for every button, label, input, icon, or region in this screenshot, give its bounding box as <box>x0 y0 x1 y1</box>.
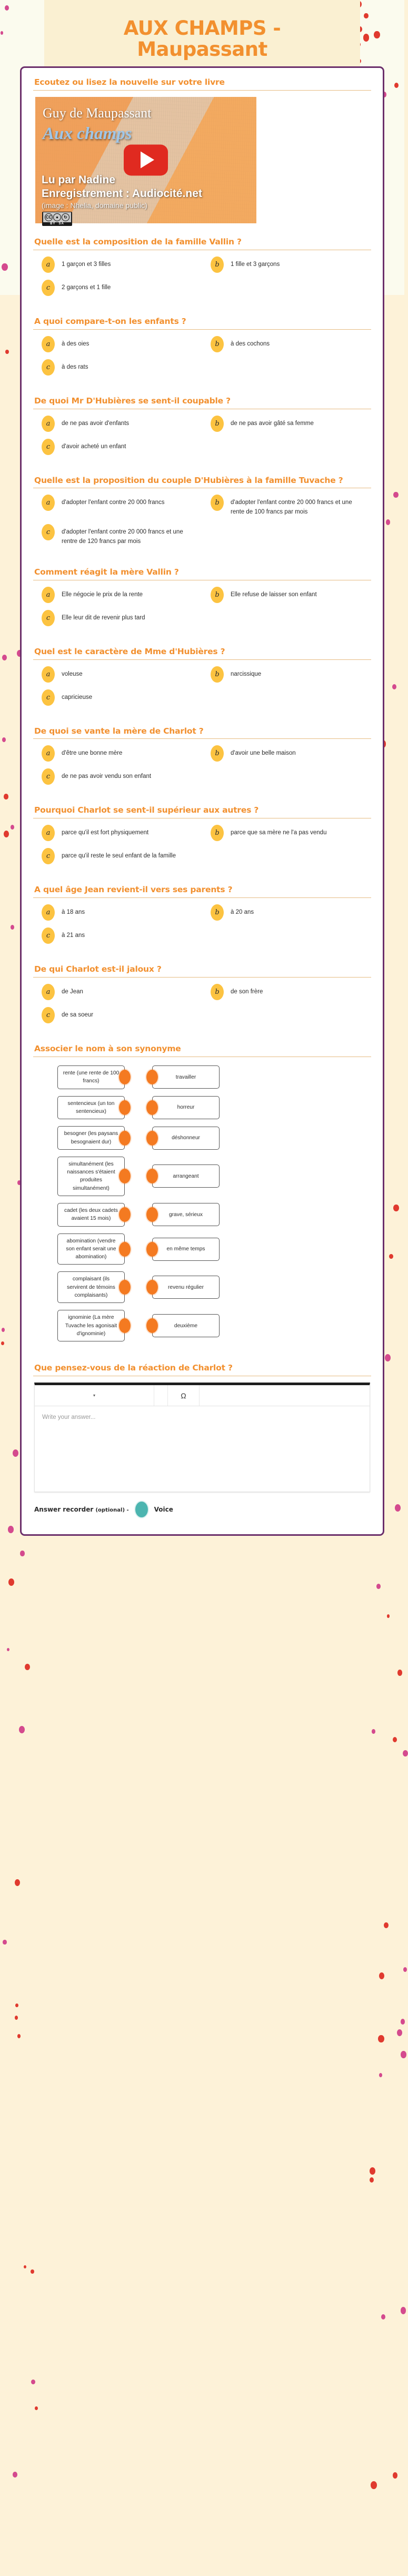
worksheet-card <box>20 66 384 1536</box>
option-list <box>33 745 371 792</box>
media-heading: Ecoutez ou lisez la nouvelle sur votre livre <box>34 77 225 87</box>
option-list <box>33 416 371 462</box>
option-list <box>33 825 371 871</box>
option-c[interactable] <box>33 359 202 376</box>
open-question-title: Que pensez-vous de la réaction de Charlot ? <box>34 1363 233 1373</box>
question-title: A quel âge Jean revient-il vers ses parents ? <box>34 885 233 895</box>
option-label: à 18 ans <box>62 909 85 916</box>
option-c[interactable] <box>33 927 202 944</box>
page-title-line2: Maupassant <box>137 37 267 61</box>
option-label: Elle négocie le prix de la rente <box>62 591 143 598</box>
confetti-dot <box>25 1664 30 1670</box>
option-key-badge: a <box>42 825 55 841</box>
option-a[interactable] <box>33 495 202 517</box>
matching-left-item[interactable] <box>57 1157 125 1196</box>
option-b[interactable] <box>202 904 371 921</box>
matching-connector-knob[interactable] <box>146 1280 158 1295</box>
option-list <box>33 666 371 713</box>
matching-connector-knob[interactable] <box>119 1207 131 1222</box>
special-character-button[interactable]: Ω <box>168 1385 200 1406</box>
matching-left-item[interactable] <box>57 1065 125 1089</box>
questions-list <box>33 237 371 1030</box>
video-thumbnail[interactable] <box>35 97 256 223</box>
answer-recorder-label-text: Answer recorder <box>34 1506 94 1514</box>
matching-right-label: travailler <box>152 1065 220 1089</box>
chevron-down-icon: ▾ <box>93 1393 95 1398</box>
toolbar-spacer <box>154 1385 168 1406</box>
matching-right-item[interactable] <box>152 1065 220 1089</box>
matching-title: Associer le nom à son synonyme <box>34 1044 181 1054</box>
option-label: Elle leur dit de revenir plus tard <box>62 614 145 621</box>
question-title: De quoi se vante la mère de Charlot ? <box>34 726 204 736</box>
option-c[interactable] <box>33 689 202 706</box>
option-key-badge: b <box>211 666 224 683</box>
matching-left-label: complaisant (ils servirent de témoins complaisants) <box>57 1271 125 1303</box>
divider <box>33 977 371 978</box>
option-label: à des rats <box>62 363 88 370</box>
matching-row <box>33 1065 371 1089</box>
option-key-badge: b <box>211 587 224 603</box>
confetti-dot <box>7 1648 9 1651</box>
option-label: à des cochons <box>231 340 270 347</box>
option-a[interactable] <box>33 666 202 683</box>
option-b[interactable] <box>202 416 371 432</box>
option-label: à 20 ans <box>231 909 254 916</box>
confetti-dot <box>401 2019 405 2024</box>
matching-right-label: arrangeant <box>152 1164 220 1188</box>
option-c[interactable] <box>33 848 202 864</box>
matching-right-item[interactable] <box>152 1276 220 1299</box>
matching-left-label: rente (une rente de 100 francs) <box>57 1065 125 1089</box>
matching-row <box>33 1203 371 1227</box>
option-key-badge: c <box>42 689 55 706</box>
confetti-dot <box>31 2380 35 2384</box>
answer-recorder-optional: (optional) - <box>95 1507 129 1514</box>
matching-row <box>33 1310 371 1341</box>
matching-connector-knob[interactable] <box>146 1169 158 1183</box>
editor-toolbar <box>35 1385 370 1406</box>
question-title: Quelle est la composition de la famille Vallin ? <box>34 236 242 246</box>
question-block <box>33 726 371 792</box>
divider <box>33 329 371 330</box>
question-block <box>33 964 371 1030</box>
play-icon[interactable] <box>124 144 168 175</box>
option-key-badge: a <box>42 336 55 352</box>
option-label: de son frère <box>231 989 263 995</box>
matching-rows <box>33 1063 371 1349</box>
matching-right-item[interactable] <box>152 1203 220 1226</box>
divider <box>33 90 371 91</box>
option-label: d'avoir acheté un enfant <box>62 443 126 450</box>
matching-right-item[interactable] <box>152 1096 220 1119</box>
rich-text-editor[interactable] <box>34 1383 370 1492</box>
matching-right-item[interactable] <box>152 1238 220 1261</box>
option-c[interactable] <box>33 1007 202 1023</box>
option-a[interactable] <box>33 416 202 432</box>
question-block <box>33 317 371 382</box>
option-label: 1 fille et 3 garçons <box>231 261 280 268</box>
matching-right-label: déshonneur <box>152 1127 220 1150</box>
option-b[interactable] <box>202 495 371 517</box>
matching-connector-knob[interactable] <box>146 1207 158 1222</box>
option-key-badge: c <box>42 610 55 626</box>
matching-connector-knob[interactable] <box>146 1318 158 1333</box>
option-c[interactable] <box>33 524 202 547</box>
option-label: de sa soeur <box>62 1012 94 1019</box>
matching-connector-knob[interactable] <box>146 1242 158 1257</box>
option-key-badge: a <box>42 904 55 921</box>
confetti-dot <box>372 1729 375 1733</box>
confetti-dot <box>401 2307 406 2314</box>
option-c[interactable] <box>33 610 202 626</box>
cc-by-label: BY <box>50 222 56 225</box>
question-title: Comment réagit la mère Vallin ? <box>34 567 179 577</box>
matching-left-item[interactable] <box>57 1096 125 1120</box>
option-label: de Jean <box>62 989 83 995</box>
option-key-badge: c <box>42 768 55 785</box>
option-key-badge: b <box>211 495 224 511</box>
option-c[interactable] <box>33 768 202 785</box>
question-block <box>33 885 371 951</box>
matching-left-label: besogner (les paysans besognaient dur) <box>57 1126 125 1150</box>
confetti-dot <box>19 1726 25 1733</box>
option-key-badge: b <box>211 745 224 762</box>
option-key-badge: a <box>42 984 55 1000</box>
option-b[interactable] <box>202 666 371 683</box>
option-label: d'adopter l'enfant contre 20 000 francs et une rentre de 120 francs par mois <box>62 529 183 545</box>
creative-commons-badge <box>42 212 72 226</box>
option-a[interactable] <box>33 587 202 603</box>
option-key-badge: b <box>211 984 224 1000</box>
answer-recorder <box>33 1502 371 1517</box>
play-triangle <box>141 152 154 169</box>
option-b[interactable] <box>202 256 371 273</box>
divider <box>33 738 371 739</box>
question-title: De quoi Mr D'Hubières se sent-il coupable ? <box>34 396 231 406</box>
video-story-title: Aux champs <box>43 124 132 143</box>
answer-recorder-label <box>34 1506 129 1513</box>
confetti-dot <box>401 2051 406 2058</box>
question-block <box>33 476 371 554</box>
question-block <box>33 567 371 633</box>
matching-left-item[interactable] <box>57 1203 125 1227</box>
video-recording-source: Enregistrement : Audiocité.net <box>42 187 202 200</box>
video-image-credit: (image : Nhelia, domaine public) <box>42 201 147 210</box>
matching-left-label: simultanément (les naissances s'étaient produites simultanément) <box>57 1157 125 1196</box>
option-key-badge: c <box>42 927 55 944</box>
option-label: parce qu'il est fort physiquement <box>62 830 149 836</box>
confetti-dot <box>403 1967 407 1972</box>
option-list <box>33 587 371 633</box>
matching-right-item[interactable] <box>152 1164 220 1188</box>
confetti-dot <box>370 2177 374 2183</box>
option-list <box>33 336 371 382</box>
confetti-dot <box>31 2269 34 2274</box>
matching-connector-knob[interactable] <box>119 1280 131 1295</box>
option-key-badge: c <box>42 1007 55 1023</box>
option-key-badge: c <box>42 359 55 376</box>
confetti-dot <box>17 2034 21 2038</box>
option-label: capricieuse <box>62 694 93 700</box>
cc-sa-label: SA <box>58 222 64 225</box>
option-key-badge: a <box>42 416 55 432</box>
option-key-badge: c <box>42 524 55 540</box>
option-key-badge: a <box>42 587 55 603</box>
matching-left-item[interactable] <box>57 1126 125 1150</box>
matching-connector-knob[interactable] <box>119 1131 131 1146</box>
option-key-badge: c <box>42 439 55 455</box>
option-label: parce qu'il reste le seul enfant de la famille <box>62 853 176 860</box>
matching-left-item[interactable] <box>57 1233 125 1265</box>
matching-left-label: cadet (les deux cadets avaient 15 mois) <box>57 1203 125 1227</box>
matching-left-label: abomination (vendre son enfant serait une abomination) <box>57 1233 125 1265</box>
option-b[interactable] <box>202 336 371 352</box>
confetti-dot <box>370 2167 375 2175</box>
answer-textarea[interactable]: Write your answer... <box>42 1414 96 1421</box>
option-key-badge: a <box>42 666 55 683</box>
matching-right-label: en même temps <box>152 1238 220 1261</box>
matching-connector-knob[interactable] <box>119 1100 131 1115</box>
matching-row <box>33 1271 371 1303</box>
matching-connector-knob[interactable] <box>119 1070 131 1084</box>
matching-right-label: revenu régulier <box>152 1276 220 1299</box>
option-key-badge: b <box>211 416 224 432</box>
option-label: 1 garçon et 3 filles <box>62 261 111 268</box>
option-key-badge: c <box>42 280 55 296</box>
confetti-dot <box>3 1940 6 1945</box>
confetti-dot <box>371 2481 377 2489</box>
matching-row <box>33 1157 371 1196</box>
option-a[interactable] <box>33 904 202 921</box>
question-title: De qui Charlot est-il jaloux ? <box>34 964 162 974</box>
confetti-dot <box>35 2406 38 2410</box>
matching-connector-knob[interactable] <box>119 1169 131 1183</box>
question-block <box>33 805 371 871</box>
page-title-line1: AUX CHAMPS - <box>123 17 281 40</box>
option-a[interactable] <box>33 825 202 841</box>
matching-block <box>33 1044 371 1349</box>
option-b[interactable] <box>202 745 371 762</box>
option-key-badge: b <box>211 256 224 273</box>
option-key-badge: b <box>211 904 224 921</box>
option-label: 2 garçons et 1 fille <box>62 284 111 291</box>
option-list <box>33 495 371 553</box>
matching-left-item[interactable] <box>57 1310 125 1341</box>
matching-connector-knob[interactable] <box>119 1318 131 1333</box>
answer-recorder-voice-label: Voice <box>154 1506 173 1514</box>
option-a[interactable] <box>33 256 202 273</box>
question-block <box>33 237 371 303</box>
option-a[interactable] <box>33 984 202 1000</box>
divider <box>33 897 371 898</box>
option-label: narcissique <box>231 670 262 677</box>
confetti-dot <box>20 1551 24 1556</box>
question-block <box>33 396 371 462</box>
toolbar-empty-area <box>200 1385 370 1406</box>
matching-right-item[interactable] <box>152 1314 220 1337</box>
option-key-badge: a <box>42 745 55 762</box>
matching-left-label: ignominie (La mère Tuvache les agonisait d'ignominie) <box>57 1310 125 1341</box>
option-label: à 21 ans <box>62 932 85 939</box>
confetti-dot <box>376 1584 381 1589</box>
option-label: voleuse <box>62 670 83 677</box>
matching-connector-knob[interactable] <box>146 1070 158 1084</box>
option-c[interactable] <box>33 439 202 455</box>
option-label: d'avoir une belle maison <box>231 750 296 757</box>
matching-right-label: horreur <box>152 1096 220 1119</box>
option-key-badge: a <box>42 256 55 273</box>
option-a[interactable] <box>33 336 202 352</box>
option-key-badge: b <box>211 825 224 841</box>
confetti-dot <box>384 1922 389 1928</box>
option-key-badge: a <box>42 495 55 511</box>
confetti-dot <box>403 1750 408 1756</box>
microphone-icon[interactable] <box>135 1502 148 1517</box>
option-list <box>33 256 371 303</box>
option-label: d'adopter l'enfant contre 20 000 francs <box>62 499 165 506</box>
question-block <box>33 647 371 713</box>
matching-left-label: sentencieux (un ton sentencieux) <box>57 1096 125 1120</box>
confetti-dot <box>24 2265 26 2268</box>
divider <box>33 659 371 660</box>
option-b[interactable] <box>202 825 371 841</box>
option-label: d'adopter l'enfant contre 20 000 francs et une rente de 100 francs par mois <box>231 499 352 516</box>
matching-row <box>33 1126 371 1150</box>
cc-sa-icon: ↻ <box>62 213 69 221</box>
option-b[interactable] <box>202 587 371 603</box>
matching-left-item[interactable] <box>57 1271 125 1303</box>
option-a[interactable] <box>33 745 202 762</box>
option-key-badge: b <box>211 336 224 352</box>
question-title: Quel est le caractère de Mme d'Hubières ? <box>34 646 225 656</box>
cc-by-icon: ● <box>53 213 61 221</box>
option-label: Elle refuse de laisser son enfant <box>231 591 317 598</box>
confetti-dot <box>379 1972 384 1979</box>
option-key-badge: c <box>42 848 55 864</box>
question-title: Pourquoi Charlot se sent-il supérieur aux autres ? <box>34 805 259 815</box>
matching-right-label: deuxième <box>152 1314 220 1337</box>
matching-connector-knob[interactable] <box>119 1242 131 1257</box>
matching-right-label: grave, sérieux <box>152 1203 220 1226</box>
video-reader: Lu par Nadine <box>42 173 116 186</box>
option-label: de ne pas avoir gâté sa femme <box>231 420 314 427</box>
matching-row <box>33 1233 371 1265</box>
option-list <box>33 904 371 951</box>
page-title <box>44 0 360 66</box>
cc-icon: CC <box>45 213 53 221</box>
matching-connector-knob[interactable] <box>146 1131 158 1146</box>
media-block <box>33 77 371 223</box>
video-author: Guy de Maupassant <box>43 105 152 121</box>
confetti-dot <box>378 2035 384 2042</box>
question-title: A quoi compare-t-on les enfants ? <box>34 316 186 326</box>
font-select[interactable] <box>35 1385 154 1406</box>
confetti-dot <box>15 2016 18 2020</box>
question-title: Quelle est la proposition du couple D'Hubières à la famille Tuvache ? <box>34 475 343 485</box>
option-c[interactable] <box>33 280 202 296</box>
confetti-dot <box>393 2472 397 2478</box>
matching-connector-knob[interactable] <box>146 1100 158 1115</box>
option-b[interactable] <box>202 984 371 1000</box>
matching-row <box>33 1096 371 1120</box>
confetti-dot <box>13 2472 17 2478</box>
option-label: de ne pas avoir vendu son enfant <box>62 773 152 780</box>
option-label: d'être une bonne mère <box>62 750 123 757</box>
option-list <box>33 984 371 1030</box>
open-question-block <box>33 1363 371 1517</box>
option-label: à des oies <box>62 340 89 347</box>
matching-right-item[interactable] <box>152 1127 220 1150</box>
option-label: parce que sa mère ne l'a pas vendu <box>231 830 327 836</box>
option-label: de ne pas avoir d'enfants <box>62 420 130 427</box>
